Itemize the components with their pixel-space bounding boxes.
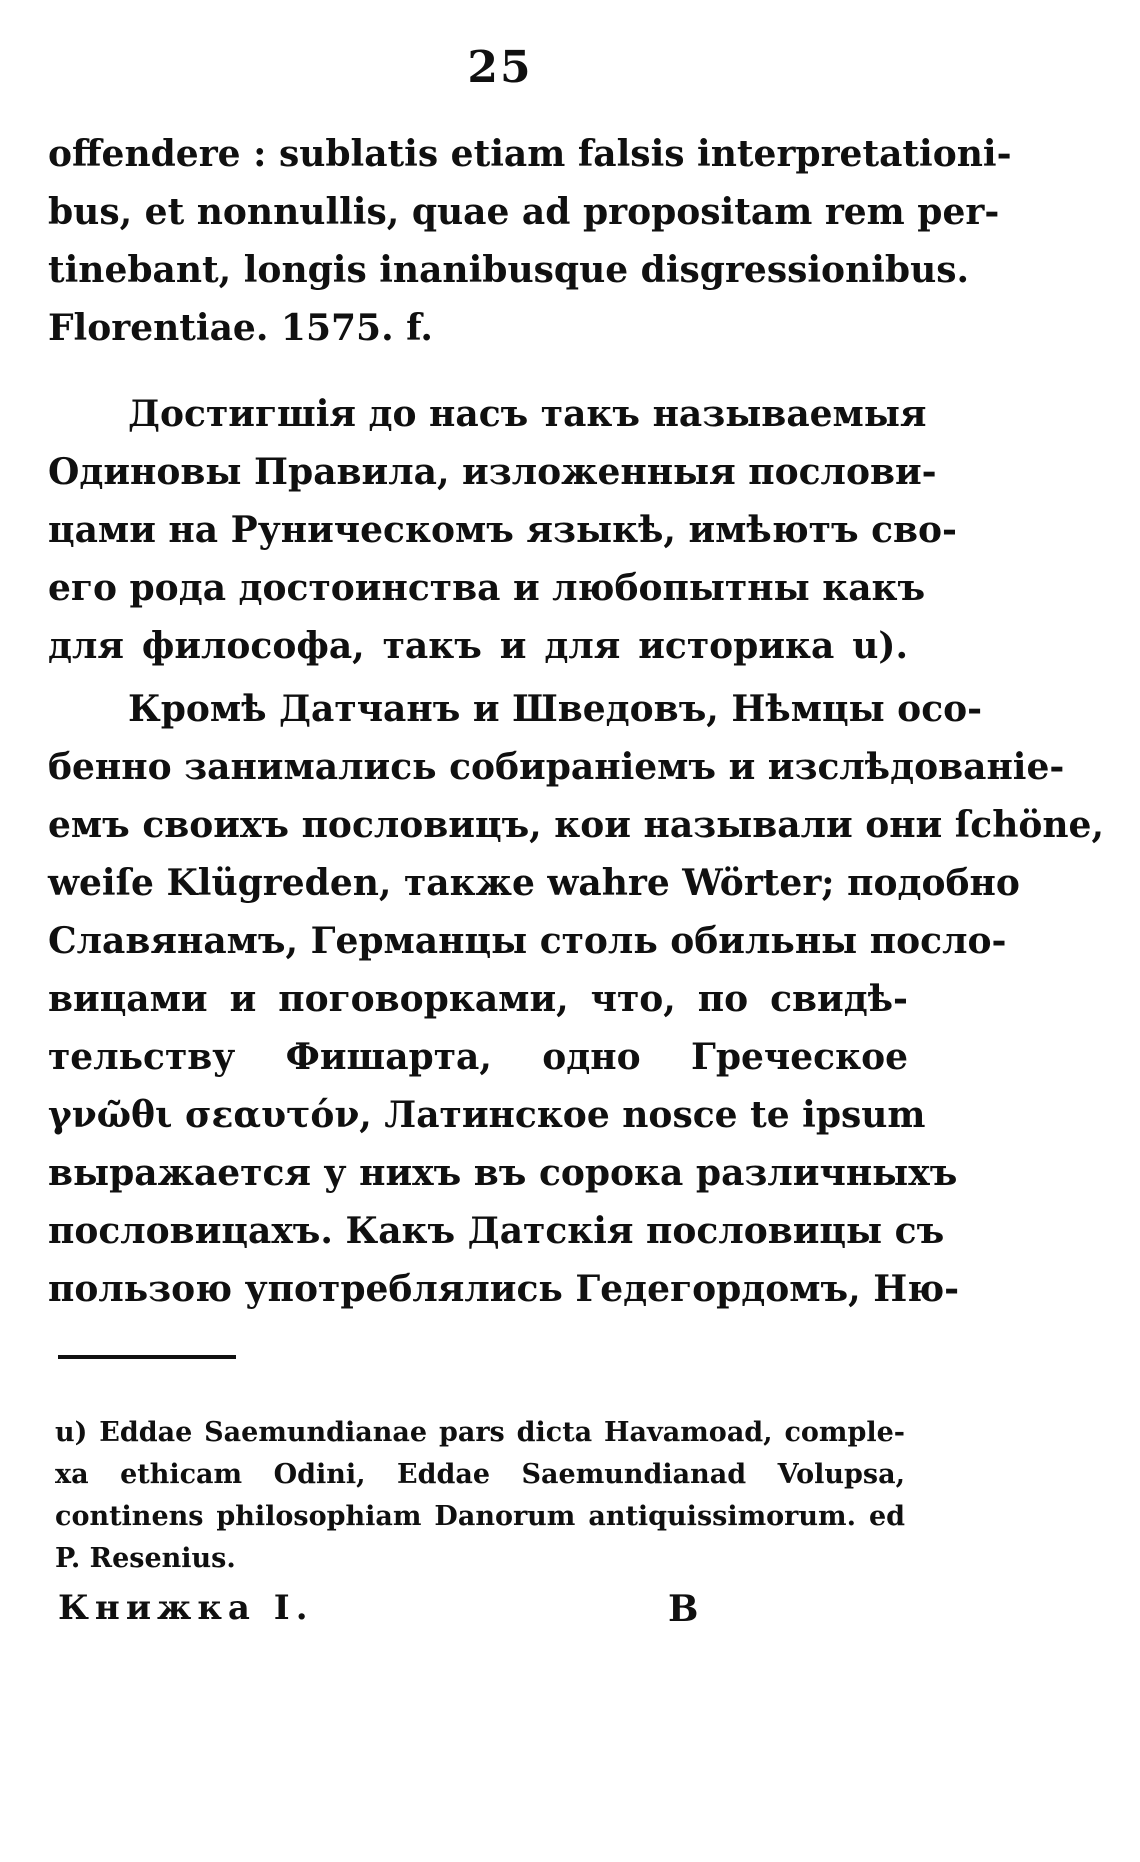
text-line: weiſe Klügreden, также wahre Wörter; подобно	[48, 862, 1020, 904]
text-line: для философа, такъ и для историка u).	[48, 625, 908, 667]
text-line: пользою употреблялись Гедегордомъ, Ню-	[48, 1268, 960, 1310]
footnote-line: u) Eddae Saemundianae pars dicta Havamoad, comple-	[55, 1417, 905, 1448]
text-line: Florentiae. 1575. f.	[48, 307, 433, 349]
text-line: пословицахъ. Какъ Датскія пословицы съ	[48, 1210, 945, 1252]
text-line: тельству Фишарта, одно Греческое	[48, 1036, 908, 1078]
paragraph-german-proverbs	[48, 680, 1104, 1318]
signature-mark: B	[668, 1588, 699, 1630]
paragraph-odin-rules	[48, 385, 957, 675]
paragraph-latin-citation	[48, 125, 1012, 357]
footnote	[55, 1412, 905, 1580]
printer-signature: Книжка I.	[58, 1588, 314, 1628]
text-line: емъ своихъ пословицъ, кои называли они ſchöne,	[48, 804, 1104, 846]
text-line: цами на Руническомъ языкѣ, имѣютъ сво-	[48, 509, 957, 551]
text-line: вицами и поговорками, что, по свидѣ-	[48, 978, 908, 1020]
footnote-separator-rule	[58, 1355, 236, 1359]
text-line: bus, et nonnullis, quae ad propositam rem per-	[48, 191, 1000, 233]
text-line: его рода достоинства и любопытны какъ	[48, 567, 926, 609]
footnote-line: xa ethicam Odini, Eddae Saemundianad Volupsa,	[55, 1459, 905, 1490]
text-line: Одиновы Правила, изложенныя послови-	[48, 451, 937, 493]
footnote-line: continens philosophiam Danorum antiquissimorum. ed	[55, 1501, 905, 1532]
text-line: tinebant, longis inanibusque disgressionibus.	[48, 249, 970, 291]
text-line: Славянамъ, Германцы столь обильны посло-	[48, 920, 1007, 962]
text-line: Достигшія до насъ такъ называемыя	[128, 393, 927, 435]
text-line: γνῶθι σεαυτόν, Латинское nosce te ipsum	[48, 1094, 926, 1136]
text-line: offendere : sublatis etiam falsis interpretationi-	[48, 133, 1012, 175]
text-line: выражается у нихъ въ сорока различныхъ	[48, 1152, 958, 1194]
footnote-line: P. Resenius.	[55, 1543, 236, 1574]
page-number: 25	[467, 42, 533, 93]
text-line: Кромѣ Датчанъ и Шведовъ, Нѣмцы осо-	[128, 688, 983, 730]
text-line: бенно занимались собираніемъ и изслѣдованіе-	[48, 746, 1065, 788]
